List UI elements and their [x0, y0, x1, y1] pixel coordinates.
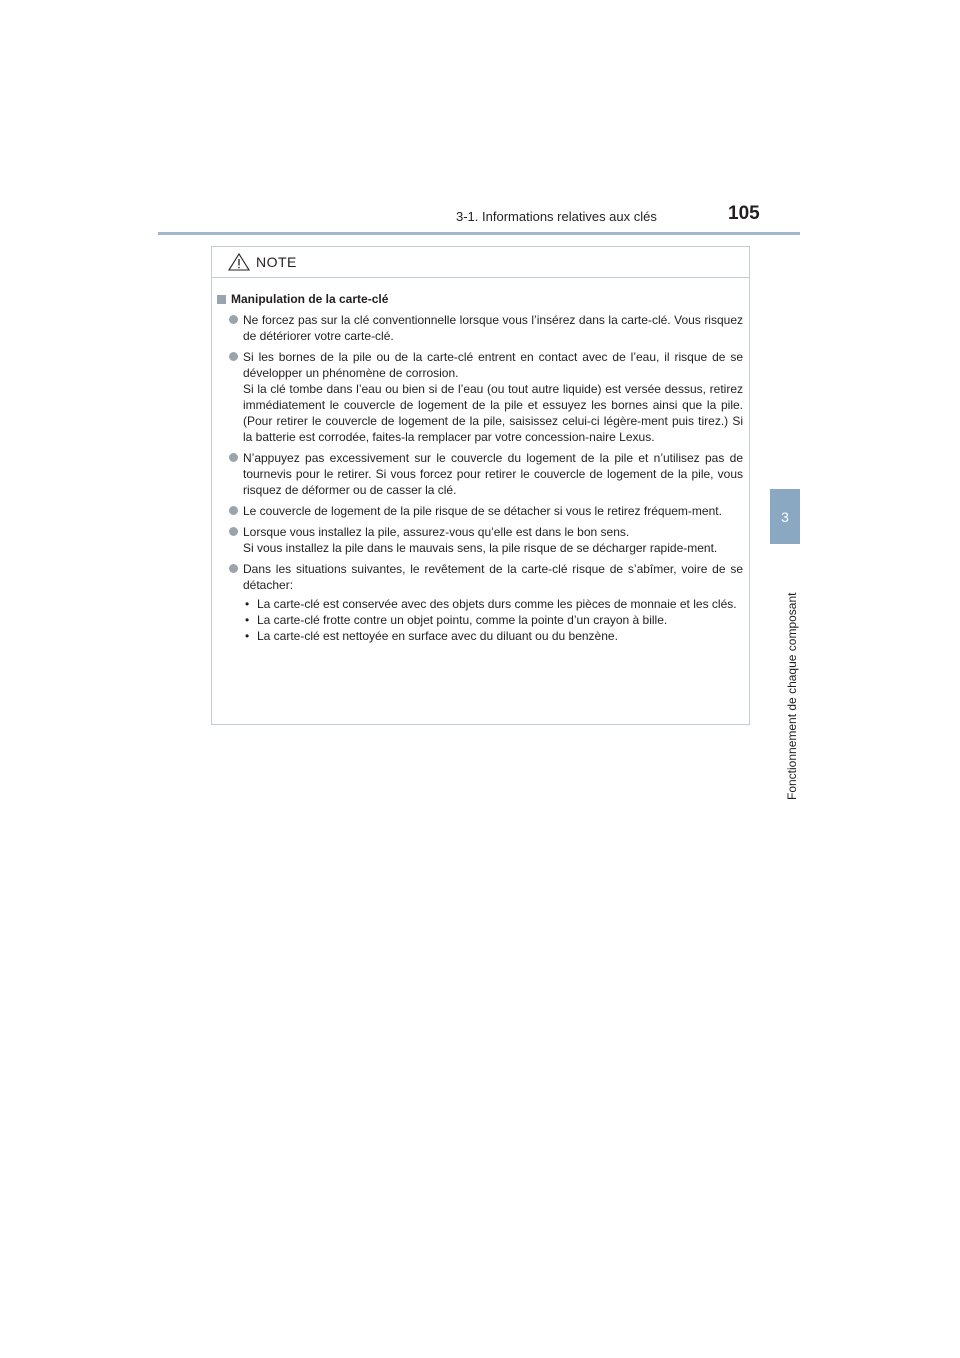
- note-items: [228, 312, 743, 644]
- item-text: Lorsque vous installez la pile, assurez-vous qu’elle est dans le bon sens.: [243, 525, 630, 539]
- item-text: Si les bornes de la pile ou de la carte-clé entrent en contact avec de l’eau, il risque de se développer un phénomène de corrosion.: [243, 350, 743, 380]
- list-item: [228, 524, 743, 556]
- note-section-title: [217, 292, 749, 306]
- sub-list-item: [243, 628, 743, 644]
- chapter-tab: 3: [770, 489, 800, 544]
- item-text: Le couvercle de logement de la pile risque de se détacher si vous le retirez fréquem-ment.: [243, 504, 722, 518]
- item-text: Si vous installez la pile dans le mauvais sens, la pile risque de se décharger rapide-ment.: [243, 541, 718, 555]
- list-item: [228, 561, 743, 644]
- item-text: Ne forcez pas sur la clé conventionnelle lorsque vous l’insérez dans la carte-clé. Vous risquez de détériorer votre carte-clé.: [243, 313, 743, 343]
- page-number: 105: [728, 203, 760, 224]
- circle-bullet-icon: [229, 564, 238, 573]
- note-label: NOTE: [256, 254, 297, 270]
- sub-item-text: La carte-clé est conservée avec des objets durs comme les pièces de monnaie et les clés.: [257, 597, 737, 611]
- list-item: [228, 312, 743, 344]
- sub-list-item: [243, 596, 743, 612]
- list-item: [228, 349, 743, 445]
- sub-list-item: [243, 612, 743, 628]
- circle-bullet-icon: [229, 506, 238, 515]
- list-item: [228, 450, 743, 498]
- circle-bullet-icon: [229, 527, 238, 536]
- chapter-title: Fonctionnement de chaque composant: [785, 592, 799, 800]
- circle-bullet-icon: [229, 352, 238, 361]
- circle-bullet-icon: [229, 453, 238, 462]
- note-section-title-text: Manipulation de la carte-clé: [231, 292, 389, 306]
- item-text: Si la clé tombe dans l’eau ou bien si de l’eau (ou tout autre liquide) est versée dessus, retirez immédiatement le couvercle de logement de la pile et essuyez les bornes ainsi que la pile. (Pour retirer le couvercle de logement de la pile, saisissez celui-ci légère-ment puis tirez.) Si la batterie est corrodée, faites-la remplacer par votre concession-naire Lexus.: [243, 382, 743, 444]
- small-bullet-icon: •: [245, 597, 250, 611]
- small-bullet-icon: •: [245, 629, 250, 643]
- sub-item-text: La carte-clé frotte contre un objet pointu, comme la pointe d’un crayon à bille.: [257, 613, 668, 627]
- square-bullet-icon: [217, 295, 226, 304]
- sub-list: [243, 596, 743, 644]
- item-text: N’appuyez pas excessivement sur le couvercle du logement de la pile et n’utilisez pas de tournevis pour le retirer. Si vous forcez pour retirer le couvercle de logement de la pile, vous risquez de déformer ou de casser la clé.: [243, 451, 743, 497]
- item-text: Dans les situations suivantes, le revêtement de la carte-clé risque de s’abîmer, voire de se détacher:: [243, 562, 743, 592]
- circle-bullet-icon: [229, 315, 238, 324]
- small-bullet-icon: •: [245, 613, 250, 627]
- sub-item-text: La carte-clé est nettoyée en surface avec du diluant ou du benzène.: [257, 629, 618, 643]
- section-header: 3-1. Informations relatives aux clés: [456, 209, 657, 224]
- note-header: [212, 247, 749, 278]
- header-rule: [158, 232, 800, 235]
- list-item: [228, 503, 743, 519]
- note-box: [211, 246, 750, 725]
- warning-triangle-icon: [228, 253, 250, 271]
